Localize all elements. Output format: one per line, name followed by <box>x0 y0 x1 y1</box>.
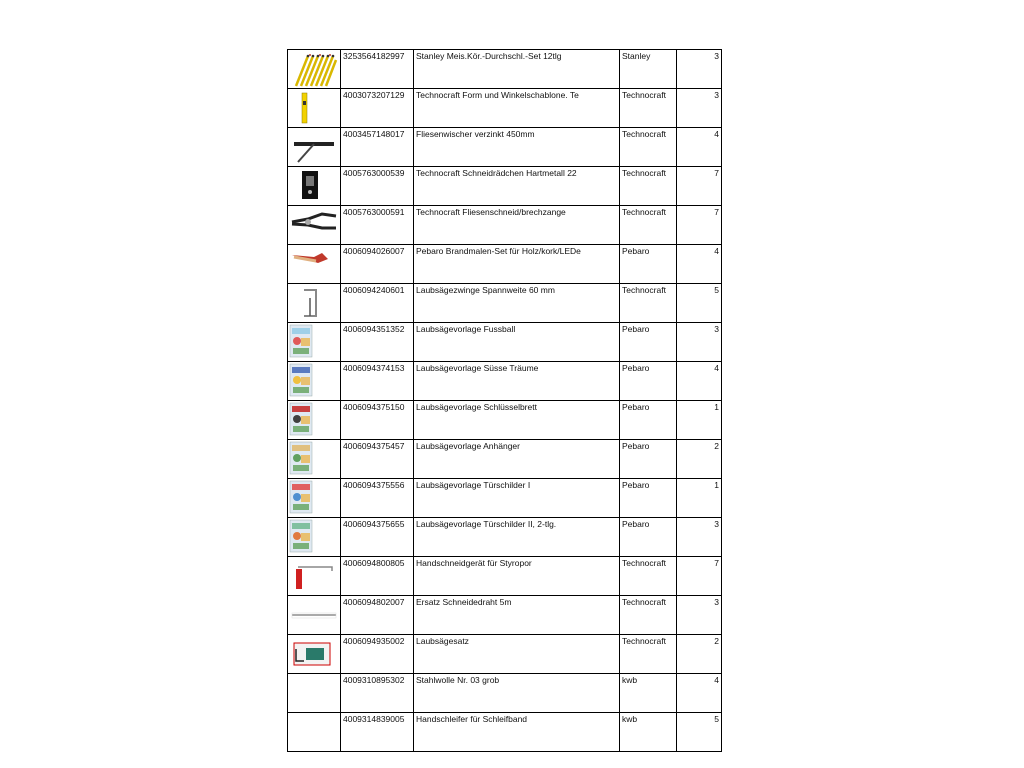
template-booklet-dreams-icon <box>288 362 340 399</box>
product-image-cell <box>288 89 341 128</box>
template-booklet-football-icon <box>288 323 340 360</box>
table-row <box>288 284 722 323</box>
description-cell: Laubsägevorlage Fussball <box>414 323 620 362</box>
quantity-cell: 2 <box>677 440 722 479</box>
brand-cell: Technocraft <box>620 284 677 323</box>
table-row <box>288 50 722 89</box>
table-row <box>288 206 722 245</box>
product-image-cell <box>288 167 341 206</box>
description-cell: Stanley Meis.Kör.-Durchschl.-Set 12tlg <box>414 50 620 89</box>
description-cell: Technocraft Schneidrädchen Hartmetall 22 <box>414 167 620 206</box>
quantity-cell: 4 <box>677 362 722 401</box>
description-cell: Stahlwolle Nr. 03 grob <box>414 674 620 713</box>
product-image-cell <box>288 635 341 674</box>
template-booklet-keyboard-icon <box>288 401 340 438</box>
ean-cell: 4005763000539 <box>341 167 414 206</box>
quantity-cell: 5 <box>677 284 722 323</box>
product-image-cell <box>288 713 341 752</box>
table-row <box>288 167 722 206</box>
brand-cell: Pebaro <box>620 245 677 284</box>
ean-cell: 4003073207129 <box>341 89 414 128</box>
quantity-cell: 3 <box>677 50 722 89</box>
cutting-wire-icon <box>288 596 340 633</box>
foam-cutter-icon <box>288 557 340 594</box>
table-row <box>288 674 722 713</box>
brand-cell: Technocraft <box>620 167 677 206</box>
ean-cell: 4006094800805 <box>341 557 414 596</box>
product-image-cell <box>288 596 341 635</box>
quantity-cell: 1 <box>677 401 722 440</box>
brand-cell: kwb <box>620 674 677 713</box>
brand-cell: Pebaro <box>620 440 677 479</box>
brand-cell: Pebaro <box>620 479 677 518</box>
brand-cell: Stanley <box>620 50 677 89</box>
quantity-cell: 2 <box>677 635 722 674</box>
description-cell: Laubsägesatz <box>414 635 620 674</box>
product-image-cell <box>288 362 341 401</box>
yellow-chisel-set-icon <box>288 50 340 87</box>
brand-cell: Technocraft <box>620 128 677 167</box>
quantity-cell: 3 <box>677 596 722 635</box>
quantity-cell: 3 <box>677 323 722 362</box>
product-image-cell <box>288 50 341 89</box>
description-cell: Fliesenwischer verzinkt 450mm <box>414 128 620 167</box>
product-image-cell <box>288 128 341 167</box>
product-image-cell <box>288 323 341 362</box>
product-image-cell <box>288 557 341 596</box>
ean-cell: 4009310895302 <box>341 674 414 713</box>
quantity-cell: 7 <box>677 557 722 596</box>
quantity-cell: 7 <box>677 167 722 206</box>
product-image-cell <box>288 674 341 713</box>
table-row <box>288 440 722 479</box>
table-row <box>288 596 722 635</box>
description-cell: Laubsägevorlage Süsse Träume <box>414 362 620 401</box>
table-row <box>288 518 722 557</box>
description-cell: Pebaro Brandmalen-Set für Holz/kork/LEDe <box>414 245 620 284</box>
ean-cell: 4006094026007 <box>341 245 414 284</box>
brand-cell: Pebaro <box>620 362 677 401</box>
quantity-cell: 3 <box>677 89 722 128</box>
ean-cell: 3253564182997 <box>341 50 414 89</box>
fretsaw-set-icon <box>288 635 340 672</box>
tile-pliers-icon <box>288 206 340 243</box>
ean-cell: 4006094375150 <box>341 401 414 440</box>
brand-cell: Pebaro <box>620 401 677 440</box>
description-cell: Laubsägezwinge Spannweite 60 mm <box>414 284 620 323</box>
ean-cell: 4009314839005 <box>341 713 414 752</box>
brand-cell: Technocraft <box>620 206 677 245</box>
description-cell: Laubsägevorlage Türschilder I <box>414 479 620 518</box>
brand-cell: Pebaro <box>620 323 677 362</box>
cutter-wheel-pack-icon <box>288 167 340 204</box>
quantity-cell: 4 <box>677 245 722 284</box>
description-cell: Handschleifer für Schleifband <box>414 713 620 752</box>
pyrography-pen-icon <box>288 245 340 282</box>
description-cell: Laubsägevorlage Anhänger <box>414 440 620 479</box>
quantity-cell: 4 <box>677 128 722 167</box>
c-clamp-icon <box>288 284 340 321</box>
product-table <box>287 49 722 752</box>
description-cell: Laubsägevorlage Schlüsselbrett <box>414 401 620 440</box>
ean-cell: 4006094374153 <box>341 362 414 401</box>
product-image-cell <box>288 284 341 323</box>
product-image-cell <box>288 401 341 440</box>
quantity-cell: 5 <box>677 713 722 752</box>
product-image-cell <box>288 518 341 557</box>
quantity-cell: 3 <box>677 518 722 557</box>
table-row <box>288 479 722 518</box>
ean-cell: 4006094375556 <box>341 479 414 518</box>
table-row <box>288 323 722 362</box>
product-image-cell <box>288 245 341 284</box>
quantity-cell: 4 <box>677 674 722 713</box>
table-row <box>288 245 722 284</box>
table-row <box>288 128 722 167</box>
ean-cell: 4006094935002 <box>341 635 414 674</box>
table-row <box>288 401 722 440</box>
table-row <box>288 362 722 401</box>
table-row <box>288 557 722 596</box>
brand-cell: Technocraft <box>620 89 677 128</box>
quantity-cell: 7 <box>677 206 722 245</box>
table-row <box>288 89 722 128</box>
product-image-cell <box>288 479 341 518</box>
ean-cell: 4006094802007 <box>341 596 414 635</box>
brand-cell: Technocraft <box>620 635 677 674</box>
template-booklet-doorsign-2-icon <box>288 518 340 555</box>
brand-cell: Technocraft <box>620 596 677 635</box>
quantity-cell: 1 <box>677 479 722 518</box>
description-cell: Handschneidgerät für Styropor <box>414 557 620 596</box>
brand-cell: Technocraft <box>620 557 677 596</box>
brand-cell: kwb <box>620 713 677 752</box>
ean-cell: 4006094375457 <box>341 440 414 479</box>
brand-cell: Pebaro <box>620 518 677 557</box>
tile-squeegee-icon <box>288 128 340 165</box>
yellow-template-ruler-icon <box>288 89 340 126</box>
ean-cell: 4005763000591 <box>341 206 414 245</box>
description-cell: Ersatz Schneidedraht 5m <box>414 596 620 635</box>
template-booklet-pendant-icon <box>288 440 340 477</box>
ean-cell: 4006094375655 <box>341 518 414 557</box>
description-cell: Laubsägevorlage Türschilder II, 2-tlg. <box>414 518 620 557</box>
table-row <box>288 635 722 674</box>
product-image-cell <box>288 206 341 245</box>
description-cell: Technocraft Fliesenschneid/brechzange <box>414 206 620 245</box>
product-image-cell <box>288 440 341 479</box>
ean-cell: 4006094351352 <box>341 323 414 362</box>
ean-cell: 4006094240601 <box>341 284 414 323</box>
table-row <box>288 713 722 752</box>
template-booklet-doorsign-1-icon <box>288 479 340 516</box>
ean-cell: 4003457148017 <box>341 128 414 167</box>
description-cell: Technocraft Form und Winkelschablone. Te <box>414 89 620 128</box>
